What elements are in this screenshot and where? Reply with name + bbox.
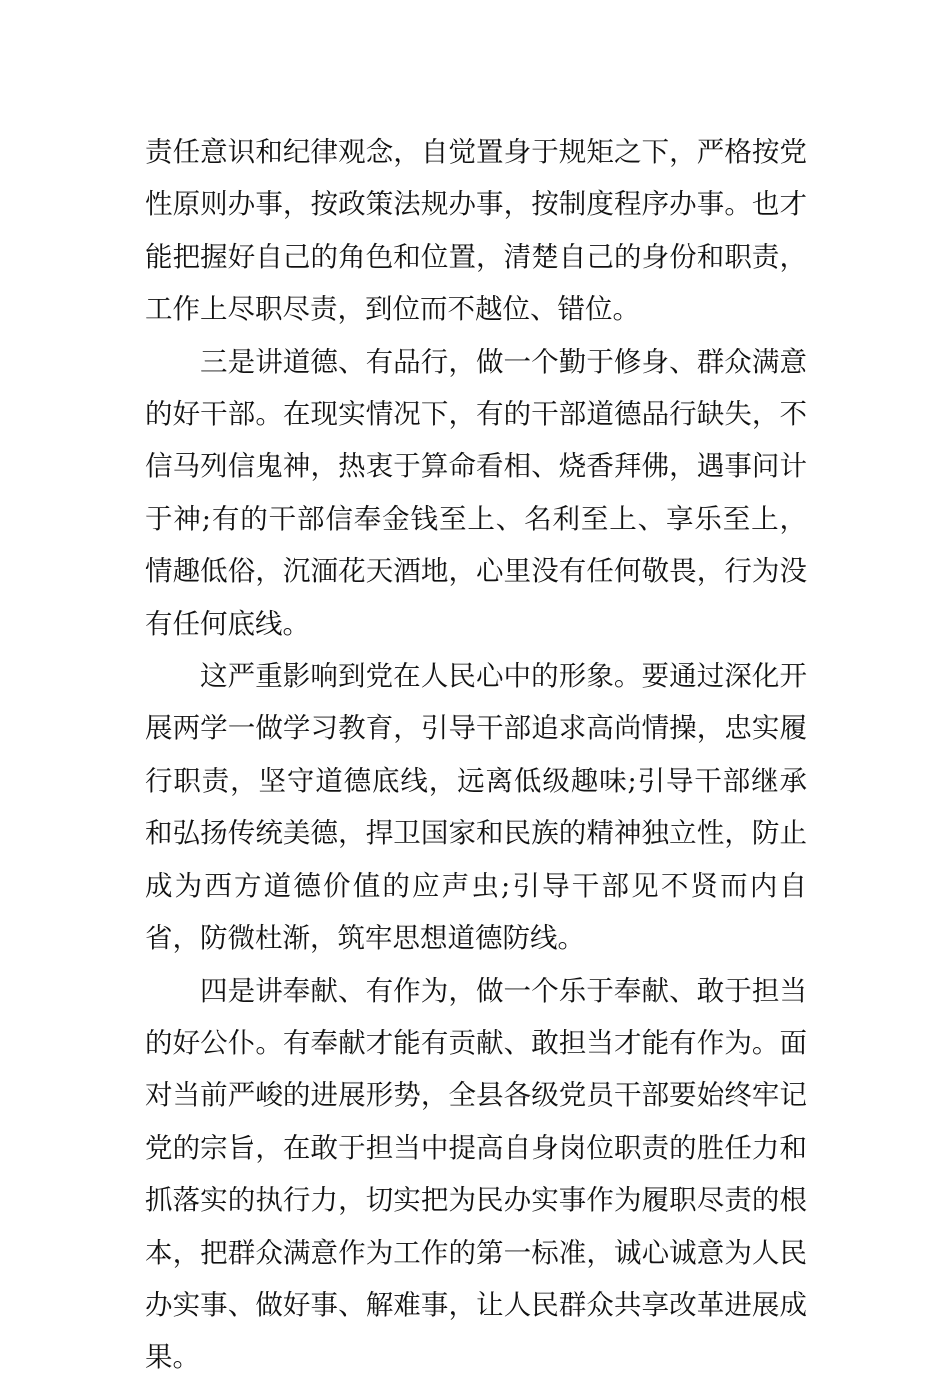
- paragraph-point-four: 四是讲奉献、有作为，做一个乐于奉献、敢于担当的好公仆。有奉献才能有贡献、敢担当才能有作为。面对当前严峻的进展形势，全县各级党员干部要始终牢记党的宗旨，在敢于担当中提高自身岗位职责的胜任力和抓落实的执行力，切实把为民办实事作为履职尽责的根本，把群众满意作为工作的第一标准，诚心诚意为人民办实事、做好事、解难事，让人民群众共享改革进展成果。: [145, 974, 807, 1374]
- paragraph-continued: 责任意识和纪律观念，自觉置身于规矩之下，严格按党性原则办事，按政策法规办事，按制度程序办事。也才能把握好自己的角色和位置，清楚自己的身份和职责，工作上尽职尽责，到位而不越位、错位。: [145, 136, 807, 326]
- paragraph-point-three: 三是讲道德、有品行，做一个勤于修身、群众满意的好干部。在现实情况下，有的干部道德品行缺失，不信马列信鬼神，热衷于算命看相、烧香拜佛，遇事问计于神;有的干部信奉金钱至上、名利至上、享乐至上，情趣低俗，沉湎花天酒地，心里没有任何敬畏，行为没有任何底线。: [145, 345, 807, 640]
- document-body: [145, 126, 807, 1384]
- paragraph-impact: 这严重影响到党在人民心中的形象。要通过深化开展两学一做学习教育，引导干部追求高尚情操，忠实履行职责，坚守道德底线，远离低级趣味;引导干部继承和弘扬传统美德，捍卫国家和民族的精神独立性，防止成为西方道德价值的应声虫;引导干部见不贤而内自省，防微杜渐，筑牢思想道德防线。: [145, 660, 807, 955]
